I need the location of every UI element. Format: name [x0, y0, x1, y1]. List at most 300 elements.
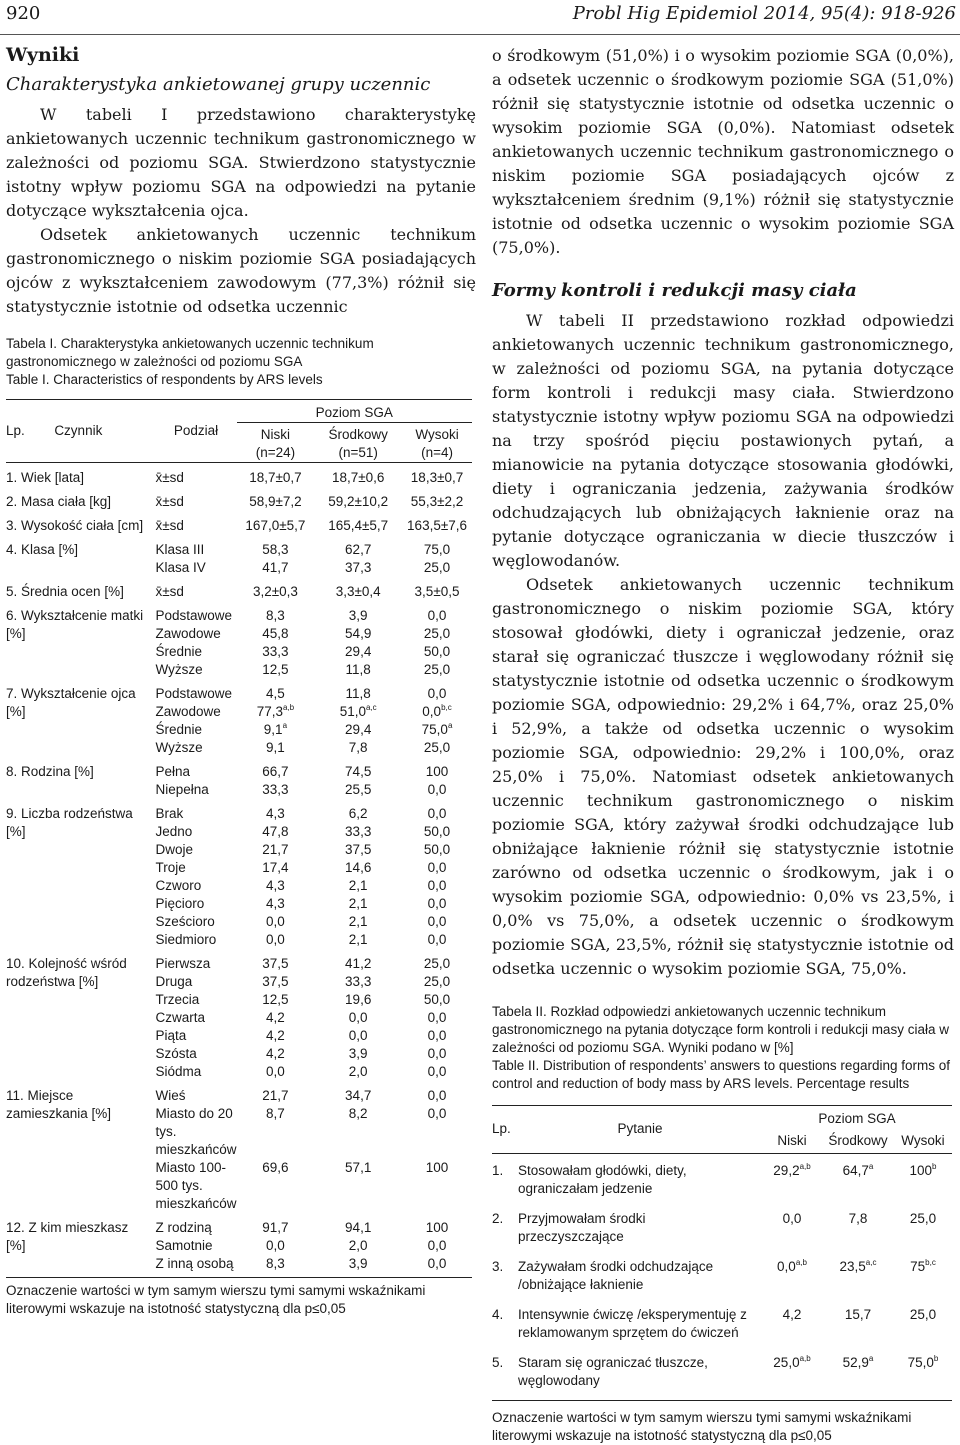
- col-low: Niski: [777, 1133, 807, 1148]
- cell-value: 17,4: [262, 860, 289, 875]
- col-low: Niski: [260, 427, 291, 442]
- division-label: Wieś: [155, 1088, 186, 1103]
- cell-value: 11,8: [345, 686, 371, 701]
- cell-mid: [314, 739, 402, 757]
- cell-high: [402, 1213, 472, 1237]
- division-label: Miasto 100-500 tys. mieszkańców: [155, 1160, 237, 1211]
- cell-value: 9,1: [266, 740, 285, 755]
- cell-low: [237, 1009, 315, 1027]
- cell-value: 4,2: [266, 1010, 285, 1025]
- table-row: [492, 1154, 952, 1205]
- cell-value: 54,9: [345, 626, 372, 641]
- table-row: [6, 679, 472, 703]
- cell-low: [237, 511, 315, 535]
- cell-value: 29,4: [345, 722, 372, 737]
- col-high-n: (n=4): [421, 445, 453, 460]
- division-label: Wyższe: [155, 740, 203, 755]
- row-number: 1.: [492, 1163, 504, 1178]
- cell-mid: [314, 877, 402, 895]
- question-text: Intensywnie ćwiczę /eksperymentuję z reklamowanym sprzętem do ćwiczeń: [518, 1307, 747, 1340]
- factor-label: 2. Masa ciała [kg]: [6, 494, 112, 509]
- cell-high: [402, 757, 472, 781]
- cell-mid: [314, 1063, 402, 1081]
- cell-mid: [314, 601, 402, 625]
- cell-low: [237, 913, 315, 931]
- cell-value: 69,6: [262, 1160, 289, 1175]
- cell-mid: [314, 757, 402, 781]
- cell-mid: [314, 799, 402, 823]
- division-label: Sześcioro: [155, 914, 215, 929]
- division-label: Zawodowe: [155, 626, 221, 641]
- cell-value: 2,1: [348, 878, 368, 893]
- cell-mid: [314, 973, 402, 991]
- division-label: Piąta: [155, 1028, 187, 1043]
- table1-caption-en: Table I. Characteristics of respondents by ARS levels: [6, 372, 323, 387]
- cell-low: [237, 781, 315, 799]
- significance-marker: b: [933, 1354, 939, 1363]
- division-label: Samotnie: [155, 1238, 213, 1253]
- cell-high: [402, 1063, 472, 1081]
- cell-high: [402, 973, 472, 991]
- cell-value: 23,5: [839, 1259, 866, 1274]
- division-label: Pierwsza: [155, 956, 211, 971]
- question-text: Stosowałam głodówki, diety, ograniczałam jedzenie: [518, 1163, 687, 1196]
- cell-high: [402, 1009, 472, 1027]
- cell-value: 25,0: [909, 1211, 937, 1226]
- cell-value: 58,3: [262, 542, 289, 557]
- cell-mid: [314, 643, 402, 661]
- significance-marker: a: [868, 1354, 874, 1363]
- cell-mid: [314, 781, 402, 799]
- cell-value: 4,2: [266, 1046, 285, 1061]
- cell-high: [402, 1027, 472, 1045]
- cell-high: [402, 859, 472, 877]
- cell-value: 8,3: [266, 1256, 285, 1271]
- cell-mid: [314, 703, 402, 721]
- table-row: [6, 1213, 472, 1237]
- factor-label: 6. Wykształcenie matki [%]: [6, 608, 144, 641]
- cell-value: 4,5: [266, 686, 285, 701]
- question-text: Staram się ograniczać tłuszcze, węglowodany: [518, 1355, 708, 1388]
- journal-citation: Probl Hig Epidemiol 2014, 95(4): 918-926: [572, 3, 956, 24]
- table2-caption-en: Table II. Distribution of respondents’ answers to questions regarding forms of control and reduction of body mass by ARS levels. Percentage results: [492, 1058, 950, 1091]
- cell-value: 25,0: [423, 626, 451, 641]
- col-high: Wysoki: [415, 427, 459, 442]
- significance-marker: a,b: [799, 1354, 811, 1363]
- significance-marker: a,b: [799, 1162, 811, 1171]
- cell-value: 8,2: [348, 1106, 368, 1121]
- cell-high: [402, 823, 472, 841]
- cell-high: [894, 1252, 952, 1300]
- division-label: Z rodziną: [155, 1220, 212, 1235]
- cell-low: [237, 949, 315, 973]
- col-division: Podział: [173, 423, 219, 438]
- cell-value: 100: [425, 1160, 449, 1175]
- table-row: [6, 577, 472, 601]
- division-label: Wyższe: [155, 662, 203, 677]
- cell-mid: [314, 1081, 402, 1105]
- cell-value: 0,0: [427, 1046, 447, 1061]
- cell-value: 33,3: [262, 782, 289, 797]
- running-header: [0, 0, 960, 35]
- cell-low: [762, 1154, 822, 1205]
- cell-mid: [822, 1154, 894, 1205]
- cell-value: 0,0: [266, 914, 285, 929]
- cell-value: 50,0: [423, 644, 451, 659]
- cell-value: 58,9±7,2: [249, 494, 302, 509]
- col-factor: Czynnik: [54, 423, 103, 438]
- cell-high: [402, 661, 472, 679]
- cell-value: 0,0: [427, 1256, 447, 1271]
- cell-value: 18,7±0,6: [331, 470, 385, 485]
- subsection-title: Formy kontroli i redukcji masy ciała: [492, 280, 857, 301]
- left-column: [6, 44, 476, 1318]
- col-lp: Lp.: [6, 423, 25, 438]
- paragraph: Odsetek ankietowanych uczennic technikum gastronomicznego o niskim poziomie SGA, który stosował głodówki, diety i ograniczał jedzenie, oraz starał się ograniczać tłuszcze i węglowodany różnił się statystycznie istotnie od odsetka uczennic o środkowym poziomie SGA, odpowiednio: 29,2% i 64,7%, oraz 25,0% i 52,9%, a także od odsetka uczennic o wysokim poziomie SGA, odpowiednio: 29,2% i 100,0%, oraz 25,0% i 75,0%. Natomiast odsetek ankietowanych uczennic technikum gastronomicznego o niskim poziomie SGA, który zażywał środki odchudzające lub obniżające łaknienie różnił się statystycznie istotnie zarówno od odsetka uczennic o środkowym, jak i o wysokim poziomie SGA, odpowiednio: 0,0% vs 23,5%, i 0,0% vs 75,0%, a odsetek uczennic o środkowym poziomie SGA, 23,5%, różnił się statystycznie istotnie od odsetka uczennic o wysokim poziomie SGA, 75,0%.: [492, 575, 954, 978]
- division-label: Niepełna: [155, 782, 209, 797]
- cell-value: 50,0: [423, 842, 451, 857]
- table1-note: Oznaczenie wartości w tym samym wierszu tymi samymi wskaźnikami literowymi wskazuje na istotność statystyczną dla p≤0,05: [6, 1283, 426, 1316]
- cell-value: 29,2: [773, 1163, 800, 1178]
- cell-low: [237, 601, 315, 625]
- factor-label: 1. Wiek [lata]: [6, 470, 85, 485]
- factor-label: 8. Rodzina [%]: [6, 764, 94, 779]
- cell-value: 25,5: [345, 782, 372, 797]
- cell-value: 77,3: [256, 704, 283, 719]
- cell-value: 0,0: [427, 1064, 447, 1079]
- cell-low: [237, 1159, 315, 1213]
- cell-value: 51,0: [339, 704, 366, 719]
- division-label: Trzecia: [155, 992, 200, 1007]
- cell-value: 3,9: [348, 1256, 368, 1271]
- col-group-sga: Poziom SGA: [818, 1111, 896, 1126]
- cell-value: 0,0: [427, 1238, 447, 1253]
- cell-value: 2,1: [348, 896, 368, 911]
- factor-label: 9. Liczba rodzeństwa [%]: [6, 806, 133, 839]
- cell-value: 0,0: [427, 878, 447, 893]
- cell-low: [237, 757, 315, 781]
- table2-note: Oznaczenie wartości w tym samym wierszu tymi samymi wskaźnikami literowymi wskazuje na istotność statystyczną dla p≤0,05: [492, 1410, 912, 1443]
- cell-value: 33,3: [345, 974, 372, 989]
- cell-low: [237, 799, 315, 823]
- factor-label: 11. Miejsce zamieszkania [%]: [6, 1088, 112, 1121]
- cell-value: 21,7: [262, 1088, 289, 1103]
- cell-low: [237, 1027, 315, 1045]
- cell-mid: [314, 1237, 402, 1255]
- cell-value: 100: [425, 764, 449, 779]
- cell-value: 8,7: [266, 1106, 285, 1121]
- significance-marker: a,c: [366, 703, 377, 712]
- cell-high: [894, 1300, 952, 1348]
- cell-value: 74,5: [345, 764, 372, 779]
- table-row: [492, 1348, 952, 1396]
- cell-value: 41,2: [345, 956, 372, 971]
- cell-value: 45,8: [262, 626, 289, 641]
- cell-high: [402, 1255, 472, 1273]
- table2-caption-pl: Tabela II. Rozkład odpowiedzi ankietowanych uczennic technikum gastronomicznego na pytania dotyczące form kontroli i redukcji masy ciała w zależności od poziomu SGA. Wyniki podano w [%]: [492, 1004, 949, 1055]
- cell-value: 14,6: [345, 860, 372, 875]
- cell-mid: [314, 1105, 402, 1159]
- row-number: 5.: [492, 1355, 504, 1370]
- cell-low: [237, 841, 315, 859]
- cell-high: [894, 1154, 952, 1205]
- cell-value: 34,7: [345, 1088, 372, 1103]
- table-row: [492, 1300, 952, 1348]
- cell-value: 21,7: [262, 842, 289, 857]
- cell-value: 4,2: [782, 1307, 802, 1322]
- cell-value: 75,0: [421, 722, 448, 737]
- cell-low: [237, 679, 315, 703]
- cell-low: [762, 1300, 822, 1348]
- cell-value: 0,0: [427, 860, 447, 875]
- cell-mid: [314, 823, 402, 841]
- cell-high: [402, 895, 472, 913]
- cell-value: 0,0: [266, 932, 285, 947]
- cell-value: 2,0: [348, 1064, 368, 1079]
- cell-value: 29,4: [345, 644, 372, 659]
- cell-value: 25,0: [423, 974, 451, 989]
- cell-value: 3,5±0,5: [414, 584, 460, 599]
- cell-mid: [822, 1252, 894, 1300]
- cell-value: 62,7: [345, 542, 372, 557]
- cell-high: [894, 1348, 952, 1396]
- cell-low: [237, 931, 315, 949]
- cell-mid: [314, 895, 402, 913]
- factor-label: 7. Wykształcenie ojca [%]: [6, 686, 136, 719]
- division-label: Brak: [155, 806, 184, 821]
- cell-high: [402, 577, 472, 601]
- cell-mid: [822, 1204, 894, 1252]
- cell-value: 37,5: [262, 956, 289, 971]
- subsection-title: Charakterystyka ankietowanej grupy uczennic: [6, 74, 431, 95]
- cell-low: [237, 487, 315, 511]
- cell-value: 0,0: [427, 1028, 447, 1043]
- cell-low: [237, 1081, 315, 1105]
- cell-value: 91,7: [262, 1220, 289, 1235]
- division-label: Szósta: [155, 1046, 197, 1061]
- cell-value: 37,5: [262, 974, 289, 989]
- cell-value: 9,1: [263, 722, 283, 737]
- cell-mid: [314, 1027, 402, 1045]
- cell-low: [762, 1252, 822, 1300]
- table-row: [6, 601, 472, 625]
- table-row: [6, 463, 472, 488]
- division-label: Średnie: [155, 722, 203, 737]
- cell-value: 0,0: [427, 896, 447, 911]
- significance-marker: a,b: [795, 1258, 807, 1267]
- cell-value: 0,0: [777, 1259, 796, 1274]
- cell-high: [402, 511, 472, 535]
- cell-high: [402, 1237, 472, 1255]
- cell-high: [402, 991, 472, 1009]
- cell-high: [402, 721, 472, 739]
- paragraph: W tabeli I przedstawiono charakterystykę ankietowanych uczennic technikum gastronomicznego w zależności od poziomu SGA. Stwierdzono statystycznie istotny wpływ poziomu SGA na odpowiedzi na pytanie dotyczące wykształcenia ojca.: [6, 105, 476, 220]
- cell-high: [402, 679, 472, 703]
- division-label: x̄±sd: [155, 518, 184, 533]
- cell-value: 0,0: [427, 608, 447, 623]
- division-label: Klasa IV: [155, 560, 206, 575]
- significance-marker: a: [868, 1162, 874, 1171]
- cell-value: 163,5±7,6: [407, 518, 468, 533]
- cell-value: 6,2: [348, 806, 368, 821]
- cell-mid: [314, 463, 402, 488]
- cell-value: 41,7: [262, 560, 289, 575]
- cell-value: 12,5: [262, 662, 289, 677]
- cell-value: 2,1: [348, 914, 368, 929]
- table-row: [6, 757, 472, 781]
- paragraph: W tabeli II przedstawiono rozkład odpowiedzi ankietowanych uczennic technikum gastronomicznego, w zależności od poziomu SGA, na pytania dotyczące form kontroli i redukcji masy ciała. Stwierdzono statystycznie istotny wpływ poziomu SGA na odpowiedzi na trzy spośród pięciu postawionych pytań, a mianowicie na pytania dotyczące stosowania głodówki, diety i ograniczania jedzenia, zażywania środków odchudzających lub obniżających łaknienie oraz na pytanie dotyczące ograniczania w diecie tłuszczów i węglowodanów.: [492, 311, 954, 570]
- factor-label: 10. Kolejność wśród rodzeństwa [%]: [6, 956, 127, 989]
- cell-value: 75,0: [907, 1355, 934, 1370]
- cell-value: 0,0: [427, 1106, 447, 1121]
- col-low-n: (n=24): [255, 445, 296, 460]
- col-mid-n: (n=51): [338, 445, 378, 460]
- division-label: Z inną osobą: [155, 1256, 234, 1271]
- cell-low: [237, 625, 315, 643]
- cell-value: 15,7: [844, 1307, 872, 1322]
- right-column: [492, 44, 954, 1445]
- cell-mid: [314, 661, 402, 679]
- division-label: Siedmioro: [155, 932, 217, 947]
- cell-value: 37,5: [345, 842, 372, 857]
- cell-high: [402, 625, 472, 643]
- col-lp: Lp.: [492, 1121, 511, 1136]
- cell-high: [402, 841, 472, 859]
- cell-value: 0,0: [427, 686, 447, 701]
- row-number: 4.: [492, 1307, 504, 1322]
- section-title: Wyniki: [6, 44, 80, 66]
- division-label: Klasa III: [155, 542, 205, 557]
- cell-value: 33,3: [262, 644, 289, 659]
- cell-value: 0,0: [266, 1238, 285, 1253]
- cell-mid: [314, 721, 402, 739]
- cell-value: 0,0: [427, 1010, 447, 1025]
- division-label: Czwarta: [155, 1010, 205, 1025]
- cell-value: 100: [425, 1220, 449, 1235]
- cell-value: 4,3: [266, 806, 285, 821]
- division-label: Pełna: [155, 764, 190, 779]
- cell-high: [402, 703, 472, 721]
- cell-value: 0,0: [427, 1088, 447, 1103]
- page-number: 920: [6, 3, 41, 24]
- table-row: [6, 511, 472, 535]
- cell-value: 3,2±0,3: [252, 584, 298, 599]
- division-label: Podstawowe: [155, 608, 233, 623]
- cell-value: 25,0: [423, 560, 451, 575]
- cell-low: [762, 1204, 822, 1252]
- cell-value: 0,0: [266, 1064, 285, 1079]
- division-label: Troje: [155, 860, 186, 875]
- cell-value: 25,0: [423, 662, 451, 677]
- question-text: Przyjmowałam środki przeczyszczające: [518, 1211, 646, 1244]
- cell-value: 2,0: [348, 1238, 368, 1253]
- cell-low: [237, 1213, 315, 1237]
- cell-high: [894, 1204, 952, 1252]
- significance-marker: a,b: [282, 703, 295, 712]
- cell-low: [237, 823, 315, 841]
- cell-low: [237, 661, 315, 679]
- cell-value: 0,0: [427, 806, 447, 821]
- cell-value: 75,0: [423, 542, 451, 557]
- division-label: Miasto do 20 tys. mieszkańców: [155, 1106, 237, 1157]
- division-label: x̄±sd: [155, 584, 184, 599]
- cell-value: 19,6: [345, 992, 372, 1007]
- significance-marker: a: [282, 721, 288, 730]
- cell-low: [237, 1045, 315, 1063]
- question-text: Zażywałam środki odchudzające /obniżające łaknienie: [518, 1259, 714, 1292]
- cell-high: [402, 781, 472, 799]
- cell-value: 11,8: [345, 662, 371, 677]
- cell-value: 0,0: [427, 782, 447, 797]
- factor-label: 4. Klasa [%]: [6, 542, 79, 557]
- cell-mid: [314, 577, 402, 601]
- division-label: Dwoje: [155, 842, 193, 857]
- division-label: x̄±sd: [155, 494, 184, 509]
- cell-value: 4,2: [266, 1028, 285, 1043]
- cell-value: 64,7: [842, 1163, 869, 1178]
- table-2: [492, 1105, 952, 1396]
- cell-value: 33,3: [345, 824, 372, 839]
- cell-value: 50,0: [423, 992, 451, 1007]
- cell-value: 7,8: [848, 1211, 868, 1226]
- cell-value: 55,3±2,2: [410, 494, 464, 509]
- cell-high: [402, 877, 472, 895]
- cell-mid: [314, 559, 402, 577]
- cell-high: [402, 799, 472, 823]
- cell-low: [237, 739, 315, 757]
- paragraph: o środkowym (51,0%) i o wysokim poziomie SGA (0,0%), a odsetek uczennic o środkowym poziomie SGA (51,0%) różnił się statystycznie istotnie od odsetka uczennic o wysokim poziomie SGA (0,0%). Natomiast odsetek ankietowanych uczennic technikum gastronomicznego o niskim poziomie SGA posiadających ojców z wykształceniem średnim (9,1%) różnił się statystycznie istotnie od odsetka uczennic o wysokim poziomie SGA (75,0%).: [492, 46, 954, 257]
- col-question: Pytanie: [617, 1121, 663, 1136]
- cell-high: [402, 1045, 472, 1063]
- cell-mid: [314, 1009, 402, 1027]
- cell-value: 25,0: [423, 956, 451, 971]
- cell-value: 25,0: [423, 740, 451, 755]
- cell-low: [762, 1348, 822, 1396]
- cell-low: [237, 877, 315, 895]
- cell-mid: [314, 487, 402, 511]
- table-row: [492, 1252, 952, 1300]
- cell-high: [402, 913, 472, 931]
- cell-low: [237, 991, 315, 1009]
- table-1: [6, 399, 472, 1273]
- cell-mid: [314, 511, 402, 535]
- cell-value: 0,0: [348, 1028, 368, 1043]
- cell-high: [402, 559, 472, 577]
- cell-value: 8,3: [266, 608, 285, 623]
- cell-high: [402, 463, 472, 488]
- table-row: [492, 1204, 952, 1252]
- division-label: Podstawowe: [155, 686, 233, 701]
- significance-marker: b: [932, 1162, 937, 1171]
- cell-low: [237, 559, 315, 577]
- division-label: Pięcioro: [155, 896, 205, 911]
- cell-mid: [314, 1213, 402, 1237]
- significance-marker: a: [447, 721, 453, 730]
- cell-value: 165,4±5,7: [328, 518, 389, 533]
- cell-value: 47,8: [262, 824, 289, 839]
- cell-mid: [314, 1255, 402, 1273]
- cell-value: 75: [910, 1259, 926, 1274]
- cell-low: [237, 643, 315, 661]
- cell-value: 0,0: [782, 1211, 802, 1226]
- cell-mid: [822, 1300, 894, 1348]
- cell-high: [402, 601, 472, 625]
- division-label: Druga: [155, 974, 193, 989]
- cell-low: [237, 973, 315, 991]
- cell-value: 12,5: [262, 992, 289, 1007]
- cell-low: [237, 463, 315, 488]
- cell-value: 94,1: [345, 1220, 372, 1235]
